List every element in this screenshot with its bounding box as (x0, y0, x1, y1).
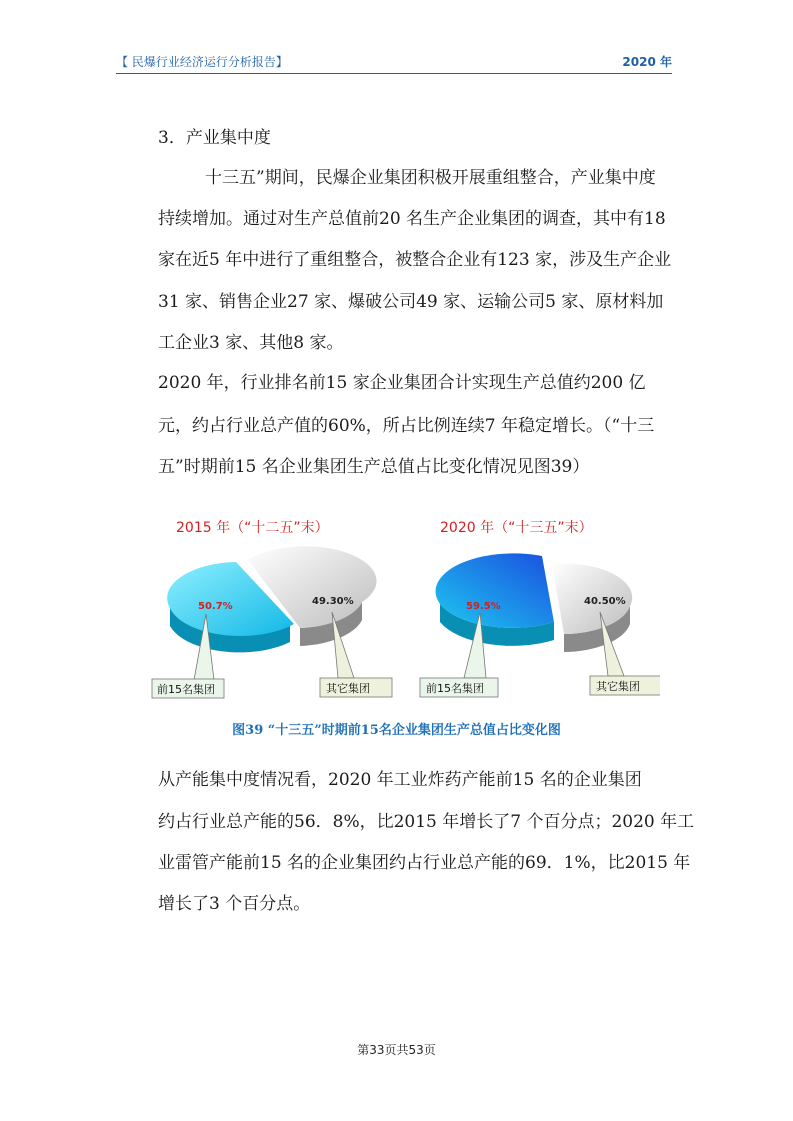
paragraph-line: 2020 年，行业排名前15 家企业集团合计实现生产总值约200 亿 (158, 373, 646, 393)
figure-caption: 图39 “十三五”时期前15名企业集团生产总值占比变化图 (232, 723, 561, 738)
paragraph-line: 五”时期前15 名企业集团生产总值占比变化情况见图39） (158, 457, 590, 477)
pie-charts-figure (140, 508, 660, 713)
header-report-title: 【 民爆行业经济运行分析报告】 (116, 55, 288, 69)
paragraph-line: 十三五”期间，民爆企业集团积极开展重组整合，产业集中度 (205, 168, 656, 188)
paragraph-line: 业雷管产能前15 名的企业集团约占行业总产能的69．1%，比2015 年 (158, 853, 691, 873)
paragraph-line: 元，约占行业总产值的60%，所占比例连续7 年稳定增长。（“十三 (158, 416, 655, 436)
chart1-legend-top15: 前15名集团 (157, 683, 215, 696)
paragraph-line: 约占行业总产能的56．8%，比2015 年增长了7 个百分点；2020 年工 (158, 812, 695, 832)
chart2-value-others: 40.50% (584, 596, 626, 607)
paragraph-line: 工企业3 家、其他8 家。 (158, 333, 344, 353)
paragraph-line: 增长了3 个百分点。 (158, 894, 311, 914)
chart2-legend-others: 其它集团 (596, 680, 640, 693)
chart1-title: 2015 年（“十二五”末） (176, 520, 329, 536)
paragraph-line: 31 家、销售企业27 家、爆破公司49 家、运输公司5 家、原材料加 (158, 292, 664, 312)
chart2-legend-top15: 前15名集团 (426, 682, 484, 695)
chart1-value-top15: 50.7% (198, 601, 233, 612)
paragraph-line: 持续增加。通过对生产总值前20 名生产企业集团的调查，其中有18 (158, 209, 666, 229)
paragraph-line: 家在近5 年中进行了重组整合，被整合企业有123 家，涉及生产企业 (158, 250, 672, 270)
chart2-value-top15: 59.5% (466, 601, 501, 612)
paragraph-line: 从产能集中度情况看，2020 年工业炸药产能前15 名的企业集团 (158, 770, 642, 790)
chart1-legend-others: 其它集团 (326, 682, 370, 695)
chart1-value-others: 49.30% (312, 596, 354, 607)
page-header (116, 53, 672, 71)
header-year: 2020 年 (622, 55, 672, 69)
section-title: 3．产业集中度 (158, 128, 271, 148)
page-footer: 第33页共53页 (357, 1043, 436, 1057)
header-divider (116, 73, 672, 74)
chart2-title: 2020 年（“十三五”末） (440, 520, 593, 536)
